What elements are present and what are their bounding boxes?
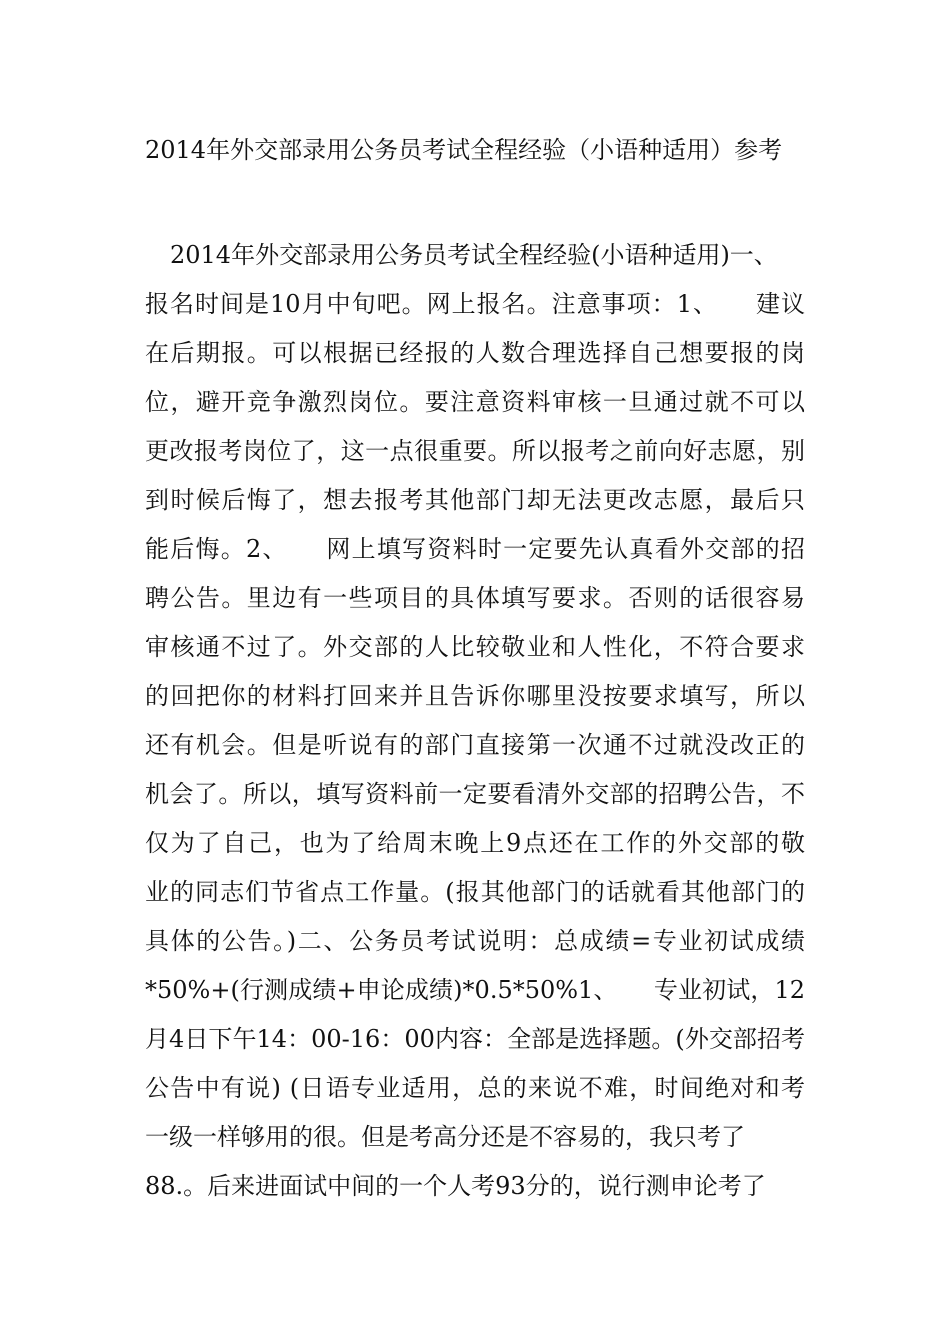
body-line: 88.。后来进面试中间的一个人考93分的，说行测申论考了 (145, 1172, 766, 1200)
document-title: 2014年外交部录用公务员考试全程经验（小语种适用）参考 (145, 136, 783, 164)
body-line: 到时候后悔了，想去报考其他部门却无法更改志愿，最后只 (145, 486, 805, 514)
body-line: 仅为了自己，也为了给周末晚上9点还在工作的外交部的敬 (145, 829, 805, 857)
body-line: 的回把你的材料打回来并且告诉你哪里没按要求填写，所以 (145, 682, 805, 710)
body-line: 在后期报。可以根据已经报的人数合理选择自己想要报的岗 (145, 339, 805, 367)
body-line: 具体的公告。)二、公务员考试说明：总成绩=专业初试成绩 (145, 927, 805, 955)
body-line: 更改报考岗位了，这一点很重要。所以报考之前向好志愿，别 (145, 437, 805, 465)
body-line: 公告中有说) (日语专业适用，总的来说不难，时间绝对和考 (145, 1074, 805, 1102)
body-line: 一级一样够用的很。但是考高分还是不容易的，我只考了 (145, 1123, 745, 1151)
body-line: 2014年外交部录用公务员考试全程经验(小语种适用)一、 (170, 241, 778, 269)
body-line: 业的同志们节省点工作量。(报其他部门的话就看其他部门的 (145, 878, 805, 906)
body-line: 报名时间是10月中旬吧。网上报名。注意事项：1、 建议 (145, 290, 805, 318)
body-line: 还有机会。但是听说有的部门直接第一次通不过就没改正的 (145, 731, 805, 759)
body-line: 聘公告。里边有一些项目的具体填写要求。否则的话很容易 (145, 584, 805, 612)
body-line: 月4日下午14：00-16：00内容：全部是选择题。(外交部招考 (145, 1025, 805, 1053)
body-line: *50%+(行测成绩+申论成绩)*0.5*50%1、 专业初试，12 (145, 976, 805, 1004)
body-line: 位，避开竞争激烈岗位。要注意资料审核一旦通过就不可以 (145, 388, 805, 416)
document-body (145, 231, 805, 1211)
body-line: 审核通不过了。外交部的人比较敬业和人性化，不符合要求 (145, 633, 805, 661)
body-line: 机会了。所以，填写资料前一定要看清外交部的招聘公告，不 (145, 780, 805, 808)
body-line: 能后悔。2、 网上填写资料时一定要先认真看外交部的招 (145, 535, 805, 563)
